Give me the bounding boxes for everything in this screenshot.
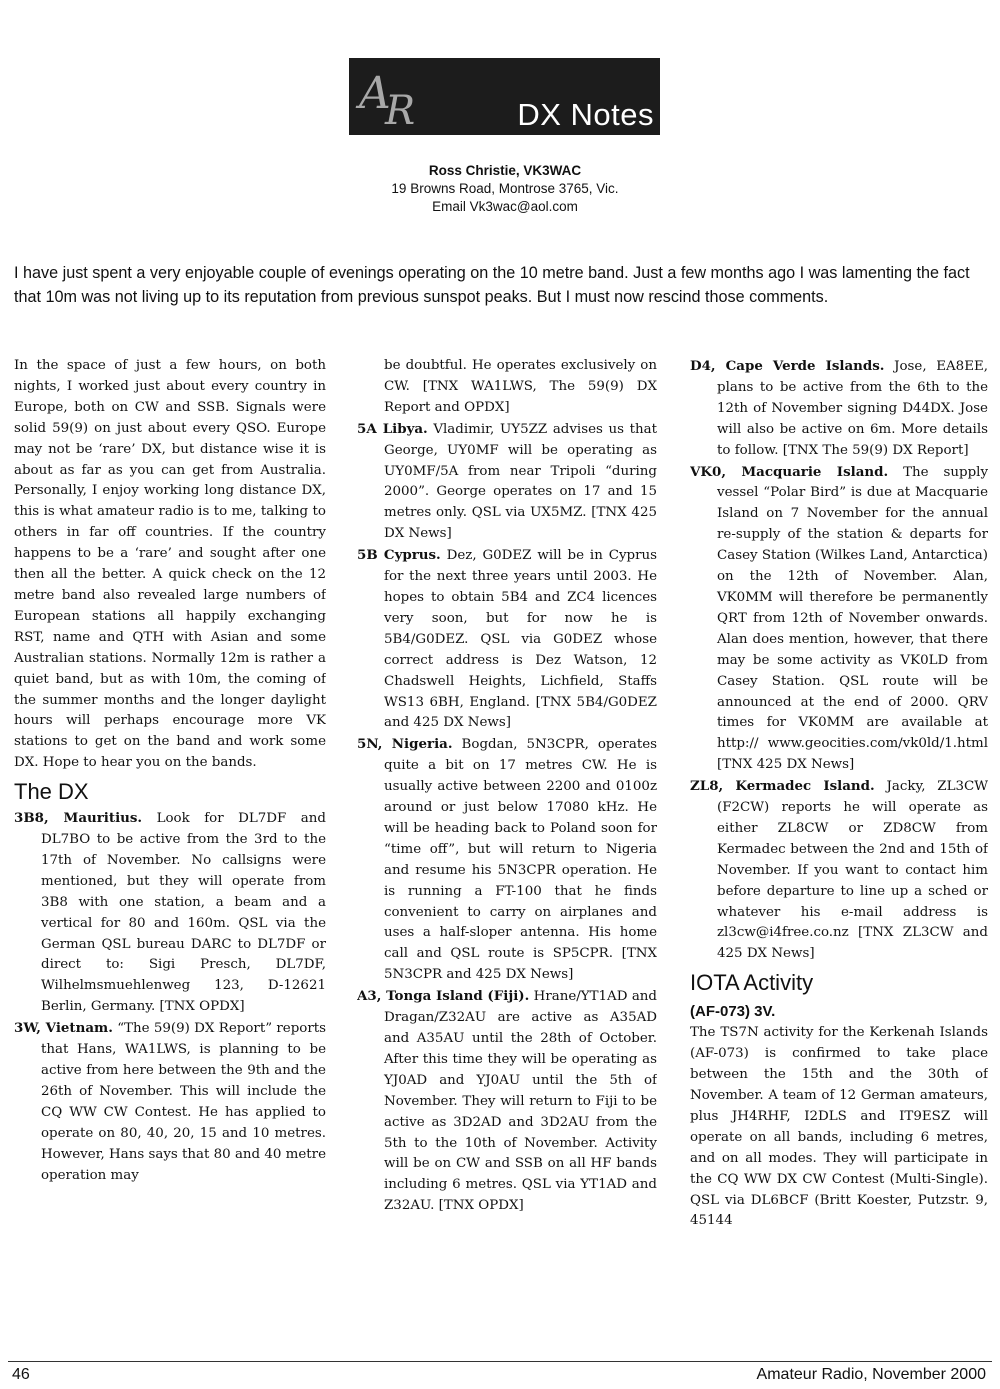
dx-entry-cyprus (357, 545, 657, 734)
entry-title: VK0, Macquarie Island. (690, 463, 889, 480)
entry-body: Bogdan, 5N3CPR, operates quite a bit on 17 metres CW. He is usually active between 2200 and 0100z around or just below 17080 kHz. He will be heading back to Poland soon for “time off”, but will return to Nigeria and resume his 5N3CPR operation. He is running a FT-100 that he finds convenient to carry on airplanes and uses a half-sloper antenna. His home call and QSL route is SP5CPR. [TNX 5N3CPR and 425 DX News] (384, 737, 657, 983)
entry-body: Jacky, ZL3CW (F2CW) reports he will operate as either ZL8CW or ZD8CW from Kermadec between the 2nd and 15th of November. If you want to contact him before departure to line up a sched or whatever his e-mail address is zl3cw@i4free.co.nz [TNX ZL3CW and 425 DX News] (717, 779, 988, 962)
section-heading-iota: IOTA Activity (690, 970, 814, 996)
page-title: DX Notes (517, 97, 654, 132)
dx-entry-tonga (357, 986, 657, 1217)
entry-title: A3, Tonga Island (Fiji). (357, 988, 530, 1005)
entry-body: Hrane/YT1AD and Dragan/Z32AU are active as A35AD and A35AU until the 28th of October. After this time they will be operating as YJ0AD and YJ0AU until the 5th of November. They will return to Fiji to be active as 3D2AD and 3D2AU from the 5th to the 10th of November. Activity will be on CW and SSB on all HF bands including 6 metres. QSL via YT1AD and Z32AU. [TNX OPDX] (384, 989, 657, 1214)
entry-title: 5N, Nigeria. (357, 736, 453, 753)
intro-paragraph: I have just spent a very enjoyable couple of evenings operating on the 10 metre band. Just a few months ago I was lamenting the fact that 10m was not living up to its reputation from previous sunspot peaks. But I must now rescind those comments. (14, 264, 970, 307)
entry-title: D4, Cape Verde Islands. (690, 358, 885, 374)
column-2 (357, 356, 657, 1356)
author-name: Ross Christie, VK3WAC (428, 163, 582, 178)
entry-title: 5A Libya. (357, 420, 428, 437)
column-3 (690, 356, 988, 1356)
dx-entry-vietnam-continued: be doubtful. He operates exclusively on CW. [TNX WA1LWS, The 59(9) DX Report and OPDX] (384, 358, 657, 415)
entry-title: 3W, Vietnam. (14, 1020, 113, 1037)
publication-footer: Amateur Radio, November 2000 (756, 1366, 986, 1383)
author-address: 19 Browns Road, Montrose 3765, Vic. (391, 181, 619, 196)
iota-paragraph: The TS7N activity for the Kerkenah Islands (AF-073) is confirmed to take place between the 15th and the 30th of November. A team of 12 German amateurs, plus JH4RHF, I2DLS and IT9ESZ will operate on all bands, including 6 metres, and on all modes. They will participate in the CQ WW DX CW Contest (Multi-Single). QSL via DL6BCF (Britt Koester, Putzstr. 9, 45144 (690, 1025, 988, 1229)
entry-title: ZL8, Kermadec Island. (690, 778, 875, 795)
author-email: Email Vk3wac@aol.com (432, 199, 578, 214)
page-number: 46 (12, 1366, 30, 1383)
ar-logo (359, 66, 429, 132)
footer-rule (8, 1361, 992, 1362)
entry-body: Vladimir, UY5ZZ advises us that George, UY0MF will be operating as UY0MF/5A from near Tripoli “during 2000”. George operates on 17 and 15 metres only. QSL via UX5MZ. [TNX 425 DX News] (384, 421, 657, 542)
header-banner (349, 58, 660, 135)
dx-entry-macquarie (690, 462, 988, 777)
entry-body: Jose, EA8EE, plans to be active from the 6th to the 12th of November signing D44DX. Jose will also be active on 6m. More details to follow. [TNX The 59(9) DX Report] (717, 359, 988, 458)
entry-body: The supply vessel “Polar Bird” is due at Macquarie Island on 7 November for the annual re-supply of the station & departs for Casey Station (Wilkes Land, Antarctica) on the 12th of November. Alan, VK0MM will therefore be permanently QRT from 12th of November onwards. Alan does mention, however, that there may be some activity as VK0LD from Casey Station. QSL route will be announced at the end of 2000. QRV times for VK0MM are available at http:// www.geocities.com/vk0ld/1.html [TNX 425 DX News] (717, 464, 988, 773)
section-heading-the-dx: The DX (14, 779, 89, 805)
opening-paragraph: In the space of just a few hours, on both nights, I worked just about every country in Europe, both on CW and SSB. Signals were solid 59(9) on just about every QSO. Europe may not be ‘rare’ DX, but distance wise it is about as far as you can get from Australia. Personally, I enjoy working long distance DX, this is what amateur radio is to me, talking to others in far off countries. If the country happens to be a ‘rare’ and sought after one then all the better. A quick check on the 12 metre band also revealed large numbers of European stations all happily exchanging RST, name and QTH with Asian and some Australian stations. Normally 12m is rather a quiet band, but as with 10m, the coming of the summer months and the longer daylight hours will perhaps encourage more VK stations to get on the band and work some DX. Hope to hear you on the bands. (14, 358, 326, 771)
dx-entry-kermadec (690, 776, 988, 965)
byline (250, 162, 760, 216)
dx-entry-vietnam (14, 1018, 326, 1186)
subheading-af-073: (AF-073) 3V. (690, 1003, 776, 1021)
dx-entry-cape-verde (690, 356, 988, 462)
column-1 (14, 356, 326, 1356)
logo-letter-a: A (359, 68, 391, 119)
dx-entry-nigeria (357, 734, 657, 986)
logo-letter-r: R (385, 88, 416, 134)
dx-entry-libya (357, 419, 657, 545)
entry-body: Dez, G0DEZ will be in Cyprus for the next three years until 2003. He hopes to obtain 5B4 and ZC4 licences very soon, but for now he is 5B4/G0DEZ. QSL via G0DEZ whose correct address is Dez Watson, 12 Chadswell Heights, Lichfield, Staffs WS13 6BH, England. [TNX 5B4/G0DEZ and 425 DX News] (384, 548, 657, 731)
dx-entry-mauritius (14, 808, 326, 1018)
entry-body: “The 59(9) DX Report” reports that Hans, WA1LWS, is planning to be active from here between the 9th and the 26th of November. This will include the CQ WW CW Contest. He has applied to operate on 80, 40, 20, 15 and 10 metres. However, Hans says that 80 and 40 metre operation may (41, 1021, 326, 1183)
entry-title: 5B Cyprus. (357, 547, 441, 564)
entry-body: Look for DL7DF and DL7BO to be active from the 3rd to the 17th of November. No callsigns were mentioned, but they will operate from 3B8 with one station, a beam and a vertical for 80 and 160m. QSL via the German QSL bureau DARC to DL7DF or direct to: Sigi Presch, DL7DF, Wilhelmsmuehlenweg 123, D-12621 Berlin, Germany. [TNX OPDX] (41, 811, 326, 1015)
entry-title: 3B8, Mauritius. (14, 810, 143, 827)
